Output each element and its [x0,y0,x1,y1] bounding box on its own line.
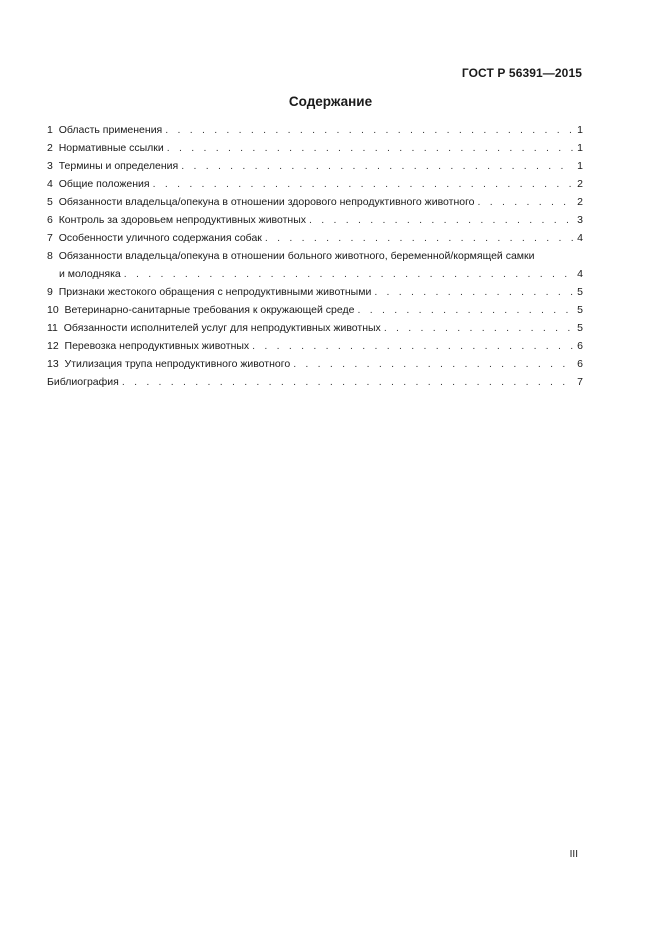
toc-entry-title: Область применения [58,124,163,136]
toc-leader-dots [384,319,573,337]
toc-entry-11[interactable] [47,319,583,337]
toc-leader-dots [153,175,573,193]
document-code: ГОСТ Р 56391—2015 [461,66,582,80]
toc-entry-page: 5 [577,286,583,298]
toc-entry-page: 6 [577,358,583,370]
toc-entry-8[interactable] [47,247,583,283]
toc-entry-title: Контроль за здоровьем непродуктивных животных [58,214,307,226]
toc-entry-title: Признаки жестокого обращения с непродуктивными животными [58,286,372,298]
toc-entry-title: Утилизация трупа непродуктивного животного [64,358,291,370]
toc-leader-dots [252,337,573,355]
toc-entry-number: 11 [47,322,58,334]
toc-entry-page: 5 [577,322,583,334]
toc-entry-title: Термины и определения [58,160,179,172]
toc-entry-page: 1 [577,160,583,172]
toc-entry-number: 9 [47,286,53,298]
toc-entry-number: 2 [47,142,53,154]
toc-entry-page: 7 [577,376,583,388]
toc-entry-title: Обязанности владельца/опекуна в отношении больного животного, беременной/кормящей самки [58,250,535,262]
toc-entry-number: 8 [47,250,53,262]
table-of-contents [47,121,583,391]
toc-entry-page: 2 [577,196,583,208]
toc-leader-dots [165,121,573,139]
toc-entry-title: Особенности уличного содержания собак [58,232,262,244]
toc-entry-page: 5 [577,304,583,316]
toc-entry-number: 5 [47,196,53,208]
toc-entry-number: 12 [47,340,59,352]
toc-leader-dots [374,283,573,301]
toc-entry-13[interactable] [47,355,583,373]
toc-entry-number: 10 [47,304,59,316]
toc-entry-page: 6 [577,340,583,352]
toc-entry-10[interactable] [47,301,583,319]
toc-entry-5[interactable] [47,193,583,211]
toc-entry-number: 6 [47,214,53,226]
toc-entry-title: Ветеринарно-санитарные требования к окружающей среде [64,304,355,316]
toc-entry-12[interactable] [47,337,583,355]
toc-leader-dots [293,355,573,373]
toc-entry-number: 3 [47,160,53,172]
toc-entry-title: Обязанности исполнителей услуг для непродуктивных животных [63,322,381,334]
toc-leader-dots [124,265,573,283]
toc-leader-dots [265,229,573,247]
toc-entry-page: 4 [577,232,583,244]
toc-leader-dots [309,211,573,229]
toc-entry-9[interactable] [47,283,583,301]
toc-entry-4[interactable] [47,175,583,193]
toc-entry-7[interactable] [47,229,583,247]
toc-entry-2[interactable] [47,139,583,157]
toc-entry-page: 1 [577,124,583,136]
toc-entry-page: 2 [577,178,583,190]
page-number: III [569,849,578,860]
toc-entry-page: 3 [577,214,583,226]
toc-entry-number: 7 [47,232,53,244]
toc-entry-number: 13 [47,358,59,370]
toc-title: Содержание [288,94,373,109]
toc-leader-dots [122,373,573,391]
toc-leader-dots [167,139,573,157]
toc-leader-dots [181,157,573,175]
toc-entry-6[interactable] [47,211,583,229]
toc-leader-dots [478,193,573,211]
toc-entry-1[interactable] [47,121,583,139]
toc-entry-title: Библиография [47,376,119,388]
toc-leader-dots [357,301,573,319]
toc-entry-title: Общие положения [58,178,150,190]
toc-entry-title: Перевозка непродуктивных животных [64,340,250,352]
toc-entry-page: 1 [577,142,583,154]
toc-entry-number: 4 [47,178,53,190]
toc-entry-title: Нормативные ссылки [58,142,164,154]
toc-entry-number: 1 [47,124,53,136]
toc-entry-title-continued: и молодняка [59,268,121,280]
toc-entry-bibliography[interactable] [47,373,583,391]
toc-entry-page: 4 [577,268,583,280]
toc-entry-title: Обязанности владельца/опекуна в отношении здорового непродуктивного животного [58,196,475,208]
toc-entry-3[interactable] [47,157,583,175]
